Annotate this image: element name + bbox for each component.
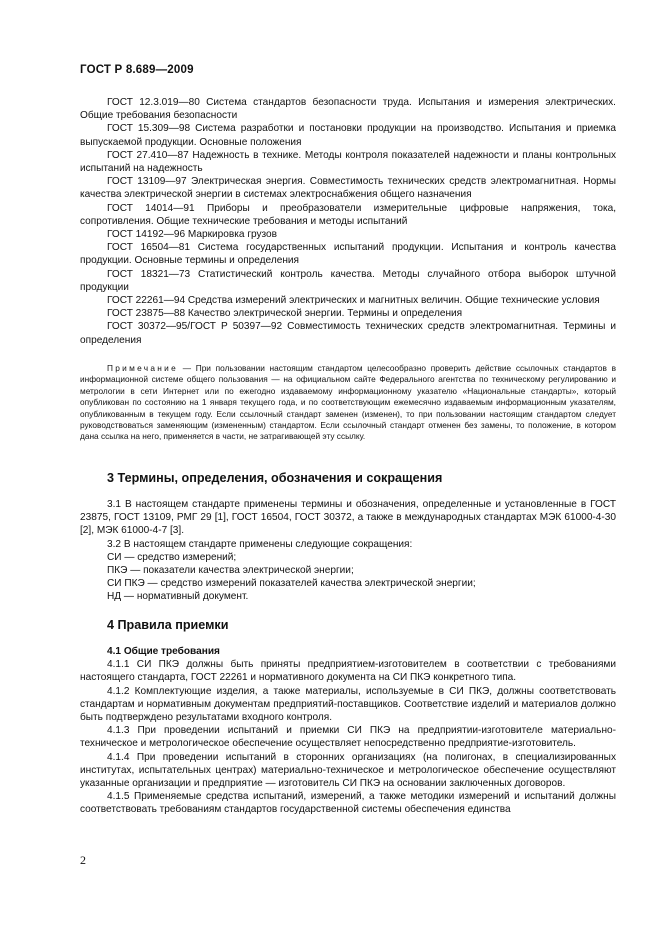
reference-item: ГОСТ 14192—96 Маркировка грузов	[107, 229, 278, 241]
paragraph-4-1-2: 4.1.2 Комплектующие изделия, а также материалы, используемые в СИ ПКЭ, должны соответствовать стандартам и нормативным документам предприятий-поставщиков. Соответствие изделий и материалов должно быть подтверждено результатами входного контроля.	[80, 685, 616, 724]
note-paragraph	[80, 363, 616, 443]
reference-item: ГОСТ 15.309—98 Система разработки и постановки продукции на производство. Испытания и приемка выпускаемой продукции. Основные положения	[80, 123, 616, 148]
reference-item: ГОСТ 18321—73 Статистический контроль качества. Методы случайного отбора выборок штучной продукции	[80, 268, 616, 293]
section-3-title: 3 Термины, определения, обозначения и сокращения	[107, 471, 443, 485]
document-code-header: ГОСТ Р 8.689—2009	[80, 64, 194, 76]
note-label: Примечание	[107, 363, 179, 373]
abbreviation-item: СИ ПКЭ — средство измерений показателей качества электрической энергии;	[107, 578, 476, 590]
subsection-4-1-title: 4.1 Общие требования	[107, 646, 220, 657]
reference-item: ГОСТ 22261—94 Средства измерений электрических и магнитных величин. Общие технические условия	[107, 295, 600, 307]
reference-item: ГОСТ 30372—95/ГОСТ Р 50397—92 Совместимость технических средств электромагнитная. Термины и определения	[80, 321, 616, 346]
abbreviation-item: ПКЭ — показатели качества электрической энергии;	[107, 565, 354, 577]
reference-item: ГОСТ 23875—88 Качество электрической энергии. Термины и определения	[107, 308, 463, 320]
reference-item: ГОСТ 13109—97 Электрическая энергия. Совместимость технических средств электромагнитная. Нормы качества электрической энергии в системах электроснабжения общего назначения	[80, 176, 616, 201]
reference-item: ГОСТ 16504—81 Система государственных испытаний продукции. Испытания и контроль качества продукции. Основные термины и определения	[80, 242, 616, 267]
paragraph-3-2: 3.2 В настоящем стандарте применены следующие сокращения:	[107, 538, 413, 550]
section-4-title: 4 Правила приемки	[107, 618, 229, 632]
note-text: — При пользовании настоящим стандартом целесообразно проверить действие ссылочных стандартов в информационной системе общего пользования — на официальном сайте Федерального агентства по техническому регулированию и метрологии в сети Интернет или по ежегодно издаваемому информационному указателю «Национальные стандарты», который опубликован по состоянию на 1 января текущего года, и по соответствующим ежемесячно издаваемым информационным указателям, опубликованным в текущем году. Если ссылочный стандарт заменен (изменен), то при пользовании настоящим стандартом следует руководствоваться заменяющим (измененным) стандартом. Если ссылочный стандарт отменен без замены, то положение, в котором дана ссылка на него, применяется в части, не затрагивающей эту ссылку.	[80, 363, 616, 442]
abbreviation-item: СИ — средство измерений;	[107, 551, 237, 563]
reference-item: ГОСТ 12.3.019—80 Система стандартов безопасности труда. Испытания и измерения электрических. Общие требования безопасности	[80, 97, 616, 122]
paragraph-3-1: 3.1 В настоящем стандарте применены термины и обозначения, определенные и установленные в ГОСТ 23875, ГОСТ 13109, РМГ 29 [1], ГОСТ 16504, ГОСТ 30372, а также в международных стандартах МЭК 61000-4-30 [2], МЭК 61000-4-7 [3].	[80, 499, 616, 537]
section-4-body	[80, 645, 616, 817]
paragraph-4-1-1: 4.1.1 СИ ПКЭ должны быть приняты предприятием-изготовителем в соответствии с требованиями настоящего стандарта, ГОСТ 22261 и нормативного документа на СИ ПКЭ конкретного типа.	[80, 659, 616, 684]
section-4	[80, 617, 616, 633]
section-3	[80, 470, 616, 486]
paragraph-4-1-3: 4.1.3 При проведении испытаний и приемки СИ ПКЭ на предприятии-изготовителе материально-техническое и метрологическое обеспечение осуществляет непосредственно предприятие-изготовитель.	[80, 725, 616, 750]
paragraph-4-1-4: 4.1.4 При проведении испытаний в сторонних организациях (на полигонах, в специализированных институтах, испытательных центрах) материально-техническое и метрологическое обеспечение осуществляют указанные организации и предприятие — изготовитель СИ ПКЭ на основании заключенных договоров.	[80, 751, 616, 790]
abbreviation-item: НД — нормативный документ.	[107, 591, 249, 603]
reference-item: ГОСТ 27.410—87 Надежность в технике. Методы контроля показателей надежности и планы контрольных испытаний на надежность	[80, 149, 616, 175]
reference-item: ГОСТ 14014—91 Приборы и преобразователи измерительные цифровые напряжения, тока, сопротивления. Общие технические требования и методы испытаний	[80, 202, 616, 227]
page-number: 2	[80, 853, 86, 867]
paragraph-4-1-5: 4.1.5 Применяемые средства испытаний, измерений, а также методики измерений и испытаний должны соответствовать требованиям стандартов государственной системы обеспечения единства	[80, 791, 616, 816]
normative-references	[80, 96, 616, 347]
section-3-body	[80, 498, 616, 604]
note-block	[80, 363, 616, 443]
